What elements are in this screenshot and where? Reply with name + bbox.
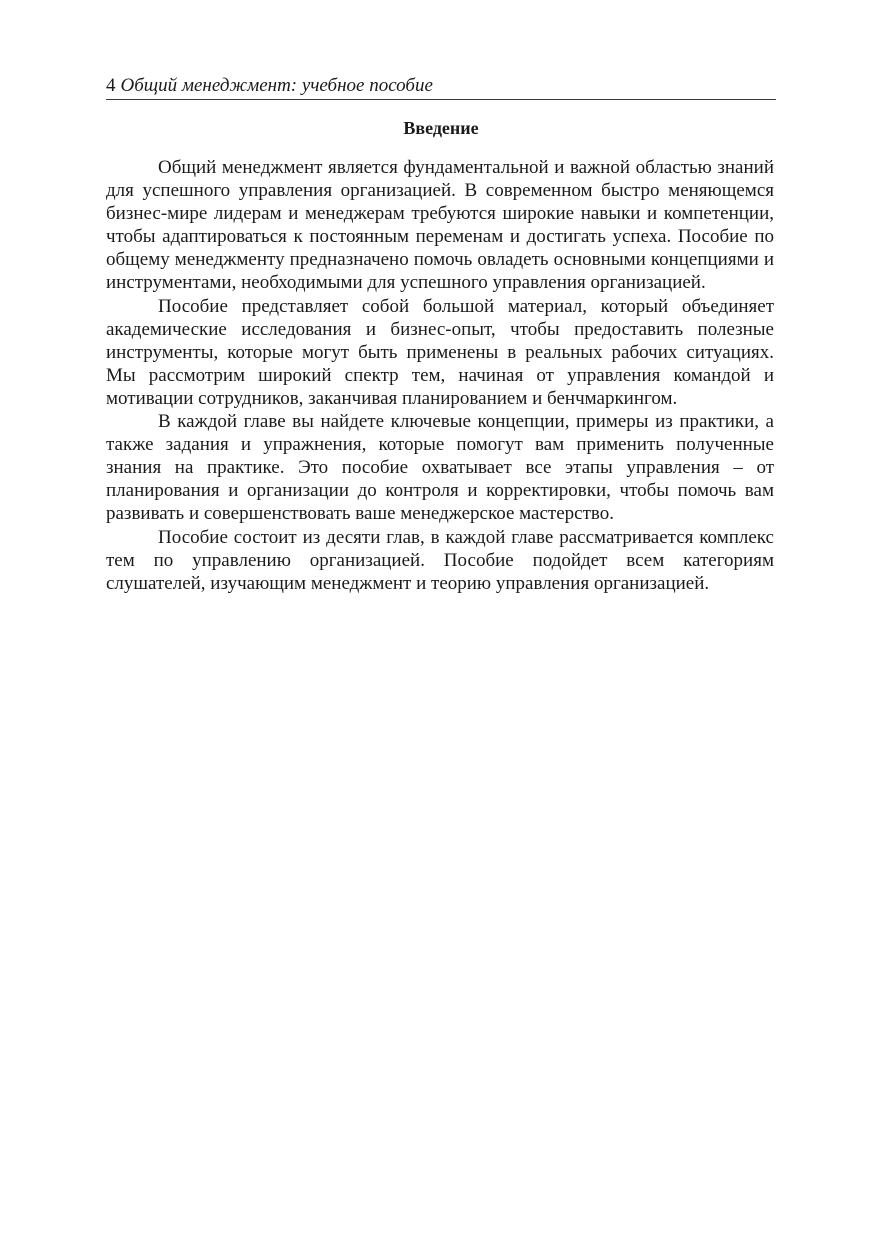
- paragraph: Пособие представляет собой большой материал, который объединяет академические исследования и бизнес-опыт, чтобы предоставить полезные инструменты, которые могут быть применены в реальных рабочих ситуациях. Мы рассмотрим широкий спектр тем, начиная от управления командой и мотивации сотрудников, заканчивая планированием и бенчмаркингом.: [106, 295, 774, 409]
- body-text: [106, 156, 774, 595]
- paragraph: Пособие состоит из десяти глав, в каждой главе рассматривается комплекс тем по управлению организацией. Пособие подойдет всем категориям слушателей, изучающим менеджмент и теорию управления организацией.: [106, 526, 774, 594]
- paragraph: Общий менеджмент является фундаментальной и важной областью знаний для успешного управления организацией. В современном быстро меняющемся бизнес-мире лидерам и менеджерам требуются широкие навыки и компетенции, чтобы адаптироваться к постоянным переменам и достигать успеха. Пособие по общему менеджменту предназначено помочь овладеть основными концепциями и инструментами, необходимыми для успешного управления организацией.: [106, 157, 774, 294]
- running-header: [106, 75, 776, 100]
- section-title: Введение: [403, 118, 479, 138]
- book-title: Общий менеджмент: учебное пособие: [120, 75, 433, 96]
- page-number: 4: [106, 75, 116, 96]
- paragraph: В каждой главе вы найдете ключевые концепции, примеры из практики, а также задания и упражнения, которые помогут вам применить полученные знания на практике. Это пособие охватывает все этапы управления – от планирования и организации до контроля и корректировки, чтобы помочь вам развивать и совершенствовать ваше менеджерское мастерство.: [106, 411, 774, 525]
